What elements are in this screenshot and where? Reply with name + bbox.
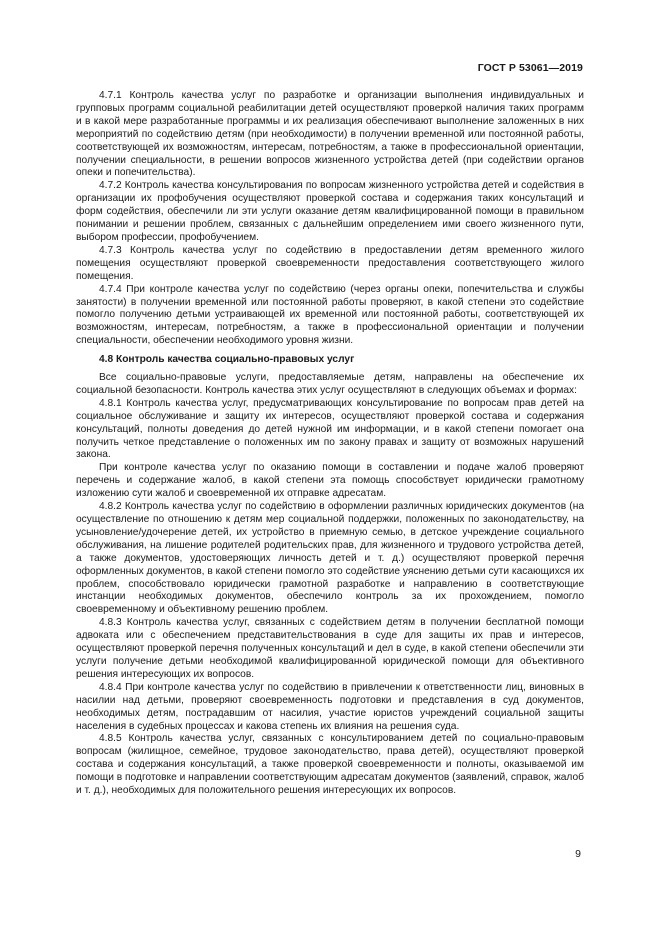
paragraph-4-8-1-complaints: При контроле качества услуг по оказанию помощи в составлении и подаче жалоб проверяют перечень и содержание жалоб, в какой степени эта помощь способствует юридически грамотному изложению сути жалоб и своевременной их отправке адресатам. [76,462,584,500]
paragraph-4-7-3: 4.7.3 Контроль качества услуг по содействию в предоставлении детям временного жилого помещения осуществляют проверкой своевременности предоставления соответствующего жилого помещения. [76,244,584,282]
section-title-4-8: 4.8 Контроль качества социально-правовых услуг [99,354,355,366]
paragraph-4-8-2: 4.8.2 Контроль качества услуг по содействию в оформлении различных юридических документов (на осуществление по отношению к детям мер социальной поддержки, положенных по законодательству, на усыновление/удочерение детей, их устройство в приемную семью, в детское учреждение социального обслуживания, на лишение родителей родительских прав, для жизненного и трудового устройства детей, а также документов, удостоверяющих личность детей и т. д.) осуществляют проверкой перечня оформленных документов, в какой степени помогло это содействие уяснению детьми сути касающихся их проблем, способствовало юридически грамотной разработке и направлению в соответствующие инстанции необходимых документов, обеспечило контроль за их прохождением, помогло своевременному и объективному решению проблем. [76,501,584,616]
paragraph-4-7-2: 4.7.2 Контроль качества консультирования по вопросам жизненного устройства детей и содействия в организации их профобучения осуществляют проверкой состава и содержания таких консультаций и форм содействия, обеспечили ли эти услуги оказание детям квалифицированной помощи в правильном понимании и решении проблем, связанных с дальнейшим определением ими своего жизненного пути, выбором профессии, профобучением. [76,180,584,243]
paragraph-4-7-1: 4.7.1 Контроль качества услуг по разработке и организации выполнения индивидуальных и групповых программ социальной реабилитации детей осуществляют проверкой наличия таких программ и в какой мере разработанные программы и их реализация обеспечивают выполнение заложенных в них мероприятий по содействию детям (при необходимости) в получении временной или постоянной работы, соответствующей их возможностям, интересам, потребностям, а также в профессиональной ориентации, получении специальности, в решении вопросов жизненного устройства детей (при содействии органов опеки и попечительства). [76,90,584,179]
paragraph-4-8-4: 4.8.4 При контроле качества услуг по содействию в привлечении к ответственности лиц, виновных в насилии над детьми, проверяют своевременность подготовки и представления в суд документов, необходимых детям, пострадавшим от насилия, участие юристов учреждений социальной защиты населения в судебных процессах и какова степень их влияния на решения суда. [76,681,584,732]
paragraph-4-8-5: 4.8.5 Контроль качества услуг, связанных с консультированием детей по социально-правовым вопросам (жилищное, семейное, трудовое законодательство, права детей), осуществляют проверкой состава и содержания консультаций, а также проверкой своевременности и полноты, оказываемой им помощи в подготовке и направлении соответствующим адресатам документов (заявлений, справок, жалоб и т. д.), необходимых для положительного решения интересующих их вопросов. [76,733,584,797]
paragraph-4-8-1: 4.8.1 Контроль качества услуг, предусматривающих консультирование по вопросам прав детей на социальное обслуживание и защиту их интересов, осуществляют проверкой состава и содержания консультаций, полноты доведения до детей нужной им информации, и в какой степени помогает она получить четкое представление о положенных им по закону правах и защиту от возможных нарушений закона. [76,397,584,461]
paragraph-4-8-3: 4.8.3 Контроль качества услуг, связанных с содействием детям в получении бесплатной помощи адвоката или с обеспечением представительствования в суде для защиты их прав и интересов, осуществляют проверкой перечня полученных консультаций и дел в суде, в какой степени обеспечили эти услуги получение детьми необходимой квалифицированной юридической помощи для объективного решения интересующих их вопросов. [76,617,584,680]
document-body [76,90,584,798]
page-number: 9 [575,848,581,860]
paragraph-4-7-4: 4.7.4 При контроле качества услуг по содействию (через органы опеки, попечительства и службы занятости) в получении временной или постоянной работы проверяют, в какой степени это содействие помогло получению детьми устраивающей их временной или постоянной работы, соответствующей их возможностям, интересам, потребностям, а также в профессиональной ориентации и получении специальности, обеспечении необходимого уровня жизни. [76,283,584,347]
document-code: ГОСТ Р 53061—2019 [477,62,583,74]
paragraph-4-8-intro: Все социально-правовые услуги, предоставляемые детям, направлены на обеспечение их социальной безопасности. Контроль качества этих услуг осуществляют в следующих объемах и формах: [76,372,584,396]
